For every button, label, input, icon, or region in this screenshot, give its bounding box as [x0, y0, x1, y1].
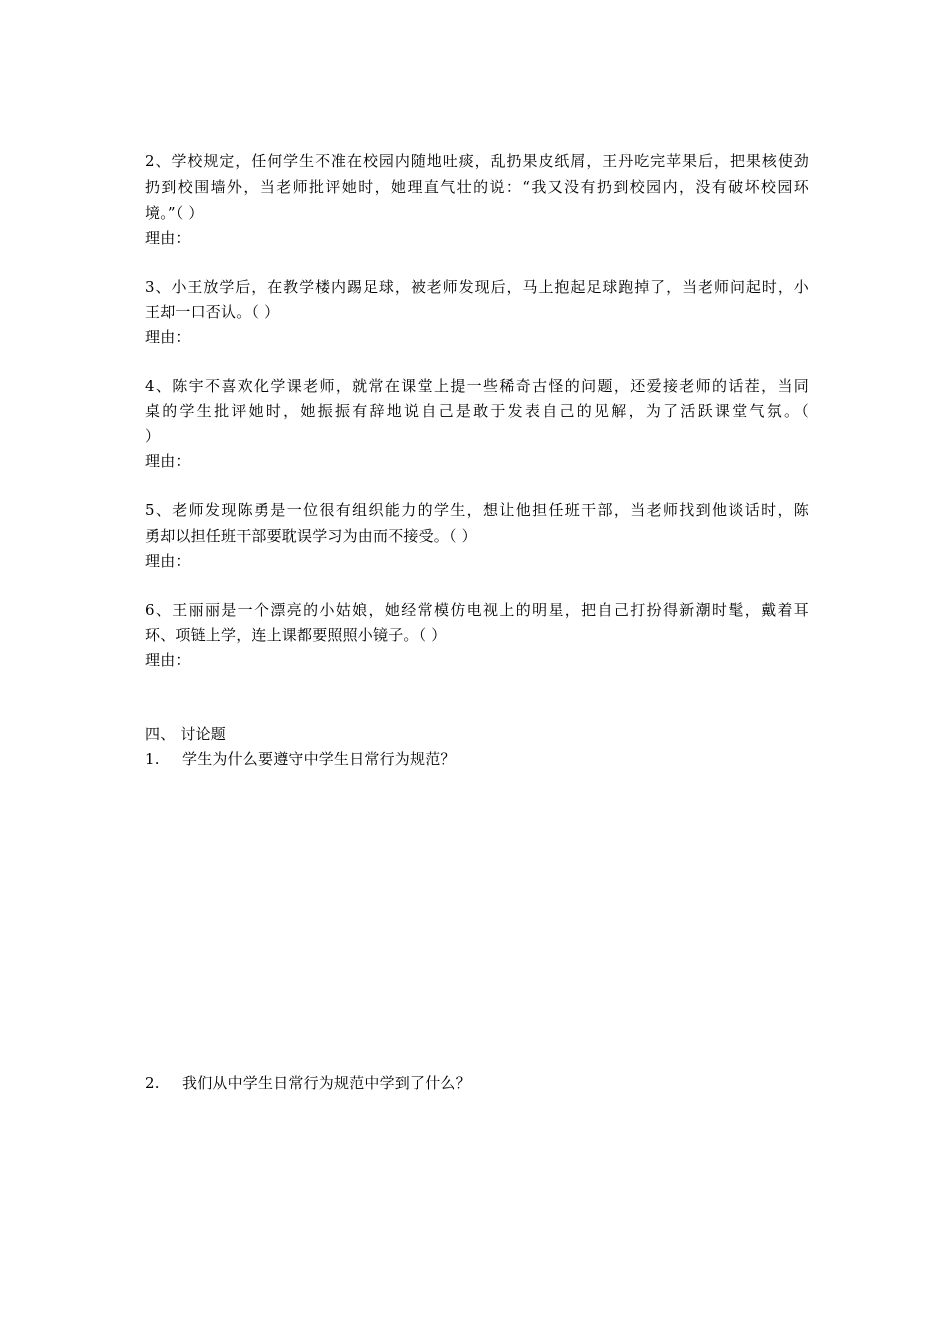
question-3-reason-label: 理由： [145, 328, 191, 346]
question-2-line-1: 2、学校规定，任何学生不准在校园内随地吐痰，乱扔果皮纸屑，王丹吃完苹果后，把果核使劲 [145, 152, 809, 170]
discussion-item-2-text: 我们从中学生日常行为规范中学到了什么？ [182, 1074, 471, 1092]
question-3-line-2: 王却一口否认。（ ） [145, 303, 280, 321]
question-4-line-1: 4、陈宇不喜欢化学课老师，就常在课堂上提一些稀奇古怪的问题，还爱接老师的话茬，当同 [145, 377, 809, 395]
question-2-reason-label: 理由： [145, 229, 191, 247]
question-6-line-1: 6、王丽丽是一个漂亮的小姑娘，她经常模仿电视上的明星，把自己打扮得新潮时髦，戴着耳 [145, 601, 809, 619]
discussion-item-1 [145, 749, 456, 769]
question-6-line-2: 环、项链上学，连上课都要照照小镜子。（ ） [145, 626, 447, 644]
question-2-line-3: 境。”（ ） [145, 204, 204, 222]
question-5-line-2: 勇却以担任班干部要耽误学习为由而不接受。（ ） [145, 527, 477, 545]
question-4-line-3: ） [145, 427, 161, 445]
discussion-item-2-number: 2. [145, 1074, 160, 1092]
section-heading: 四、 讨论题 [145, 725, 226, 743]
discussion-item-1-text: 学生为什么要遵守中学生日常行为规范？ [182, 750, 456, 768]
question-5-reason-label: 理由： [145, 552, 191, 570]
discussion-item-2 [145, 1073, 471, 1093]
question-5-line-1: 5、老师发现陈勇是一位很有组织能力的学生，想让他担任班干部，当老师找到他谈话时，陈 [145, 501, 809, 519]
discussion-item-1-number: 1. [145, 750, 160, 768]
question-3-line-1: 3、小王放学后，在教学楼内踢足球，被老师发现后，马上抱起足球跑掉了，当老师问起时，小 [145, 278, 809, 296]
question-4-reason-label: 理由： [145, 452, 191, 470]
question-2-line-2: 扔到校围墙外，当老师批评她时，她理直气壮的说：“我又没有扔到校园内，没有破坏校园环 [145, 178, 809, 196]
question-6-reason-label: 理由： [145, 651, 191, 669]
question-4-line-2: 桌的学生批评她时，她振振有辞地说自己是敢于发表自己的见解，为了活跃课堂气氛。（ [145, 402, 809, 420]
